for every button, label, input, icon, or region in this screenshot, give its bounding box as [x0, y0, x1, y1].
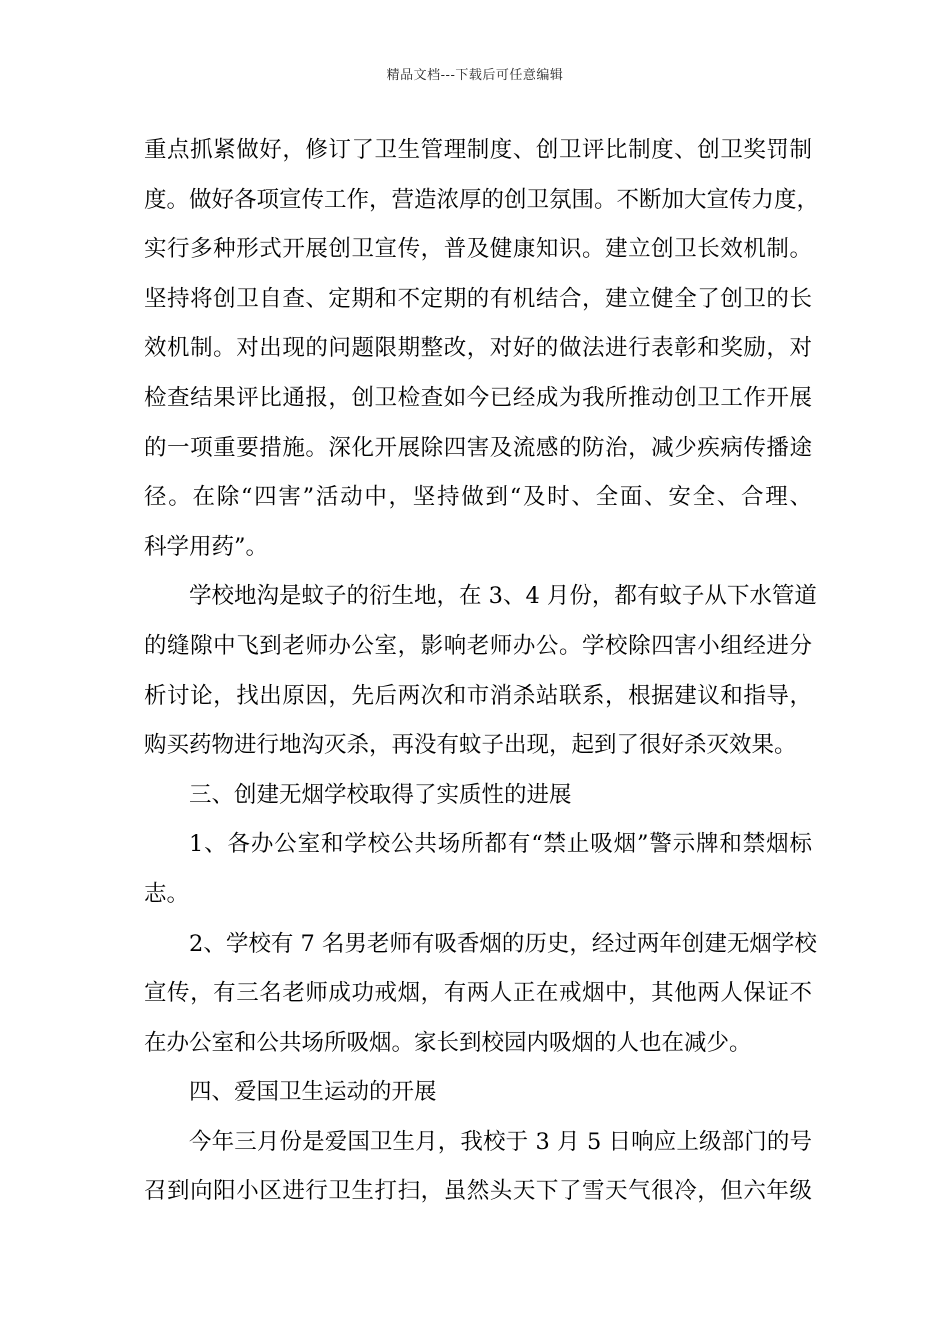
text-line: 志。 [144, 880, 190, 907]
text-line: 实行多种形式开展创卫宣传，普及健康知识。建立创卫长效机制。 [144, 236, 812, 263]
section-heading: 四、爱国卫生运动的开展 [189, 1079, 437, 1106]
list-item-line: 1、各办公室和学校公共场所都有“禁止吸烟”警示牌和禁烟标 [189, 831, 812, 858]
page-header-note: 精品文档---下载后可任意编辑 [386, 68, 564, 83]
section-heading: 三、创建无烟学校取得了实质性的进展 [189, 781, 572, 808]
list-item-line: 2、学校有 7 名男老师有吸香烟的历史，经过两年创建无烟学校 [189, 930, 817, 957]
text-line: 购买药物进行地沟灭杀，再没有蚊子出现，起到了很好杀灭效果。 [144, 732, 797, 759]
text-line: 的一项重要措施。深化开展除四害及流感的防治，减少疾病传播途 [144, 434, 812, 461]
text-line: 坚持将创卫自查、定期和不定期的有机结合，建立健全了创卫的长 [144, 285, 812, 312]
text-line: 检查结果评比通报，创卫检查如今已经成为我所推动创卫工作开展 [144, 384, 812, 411]
text-line: 重点抓紧做好，修订了卫生管理制度、创卫评比制度、创卫奖罚制 [144, 137, 812, 163]
text-line: 径。在除“四害”活动中，坚持做到“及时、全面、安全、合理、 [144, 484, 812, 511]
text-line: 析讨论，找出原因，先后两次和市消杀站联系，根据建议和指导， [144, 682, 812, 709]
text-line: 科学用药”。 [144, 533, 269, 560]
paragraph-start-line: 今年三月份是爱国卫生月，我校于 3 月 5 日响应上级部门的号 [189, 1128, 812, 1155]
paragraph-start-line: 学校地沟是蚊子的衍生地，在 3、4 月份，都有蚊子从下水管道 [189, 583, 817, 610]
text-line: 在办公室和公共场所吸烟。家长到校园内吸烟的人也在减少。 [144, 1029, 752, 1056]
text-line: 的缝隙中飞到老师办公室，影响老师办公。学校除四害小组经进分 [144, 632, 812, 659]
text-line: 效机制。对出现的问题限期整改，对好的做法进行表彰和奖励，对 [144, 335, 812, 362]
document-body [144, 126, 820, 1217]
text-line: 宣传，有三名老师成功戒烟，有两人正在戒烟中，其他两人保证不 [144, 980, 812, 1007]
text-line: 度。做好各项宣传工作，营造浓厚的创卫氛围。不断加大宣传力度， [144, 186, 820, 213]
text-line: 召到向阳小区进行卫生打扫，虽然头天下了雪天气很冷，但六年级 [144, 1178, 812, 1205]
